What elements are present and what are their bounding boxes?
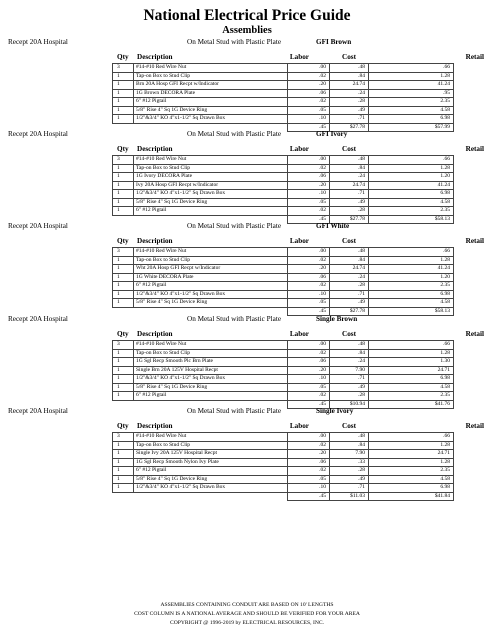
item-cost: .24: [330, 358, 369, 367]
item-cost: .48: [330, 156, 369, 165]
column-header-row: [0, 329, 494, 340]
table-row: [113, 115, 454, 124]
item-retail: 1.28: [369, 349, 454, 358]
item-description: 6" #12 Pigtail: [134, 282, 288, 291]
item-retail: 4.58: [369, 383, 454, 392]
table-row: [113, 282, 454, 291]
table-row: [113, 290, 454, 299]
item-labor: .02: [288, 256, 330, 265]
item-qty: 1: [113, 349, 134, 358]
section-header: [0, 128, 494, 142]
assembly-section: [0, 36, 494, 132]
section-mounting: On Metal Stud with Plastic Plate: [187, 38, 282, 46]
table-row: [113, 198, 454, 207]
item-cost: .71: [330, 375, 369, 384]
total-retail: $41.76: [369, 400, 454, 409]
item-retail: 1.28: [369, 441, 454, 450]
total-row: [113, 492, 454, 501]
item-retail: 41.24: [369, 265, 454, 274]
section-mounting: On Metal Stud with Plastic Plate: [187, 407, 282, 415]
item-description: #14-#10 Red Wire Nut: [134, 64, 288, 73]
section-variant: GFI Ivory: [316, 130, 348, 138]
item-qty: 1: [113, 81, 134, 90]
item-labor: .06: [288, 273, 330, 282]
table-row: [113, 341, 454, 350]
item-cost: .24: [330, 89, 369, 98]
item-retail: .66: [369, 156, 454, 165]
item-cost: .28: [330, 392, 369, 401]
item-labor: .05: [288, 475, 330, 484]
item-qty: 3: [113, 248, 134, 257]
item-retail: 6.98: [369, 375, 454, 384]
total-retail: $57.99: [369, 123, 454, 132]
table-row: [113, 383, 454, 392]
item-qty: 1: [113, 366, 134, 375]
assembly-section: [0, 313, 494, 409]
total-cost: $10.94: [330, 400, 369, 409]
item-description: 1G Brown DECORA Plate: [134, 89, 288, 98]
item-retail: 41.24: [369, 81, 454, 90]
item-labor: .05: [288, 198, 330, 207]
footer-line-3: COPYRIGHT @ 1996-2019 by ELECTRICAL RESOURCES, INC.: [169, 620, 324, 626]
item-labor: .00: [288, 156, 330, 165]
item-retail: 2.35: [369, 392, 454, 401]
item-description: #14-#10 Red Wire Nut: [134, 156, 288, 165]
item-description: 1/2"&3/4" KO 4"x1-1/2" Sq Drawn Box: [134, 290, 288, 299]
item-labor: .20: [288, 181, 330, 190]
item-qty: 1: [113, 181, 134, 190]
total-labor: .45: [288, 123, 330, 132]
item-retail: 2.35: [369, 282, 454, 291]
col-cost-header: Cost: [342, 237, 356, 245]
item-description: #14-#10 Red Wire Nut: [134, 433, 288, 442]
item-cost: .71: [330, 290, 369, 299]
item-labor: .10: [288, 484, 330, 493]
section-assembly-name: Recept 20A Hospital: [8, 315, 68, 323]
item-description: Tap-on Box to Stud Clip: [134, 349, 288, 358]
item-retail: 4.58: [369, 106, 454, 115]
item-labor: .20: [288, 81, 330, 90]
item-retail: 6.98: [369, 290, 454, 299]
item-cost: 7.90: [330, 450, 369, 459]
col-description-header: Description: [137, 145, 173, 153]
footer-line-2: COST COLUMN IS A NATIONAL AVERAGE AND SHOULD BE VERIFIED FOR YOUR AREA: [134, 611, 360, 617]
col-retail-header: Retail: [465, 422, 484, 430]
total-spacer: [113, 492, 134, 501]
section-mounting: On Metal Stud with Plastic Plate: [187, 130, 282, 138]
item-cost: .28: [330, 98, 369, 107]
table-row: [113, 181, 454, 190]
table-row: [113, 248, 454, 257]
column-header-row: [0, 421, 494, 432]
item-cost: .49: [330, 106, 369, 115]
col-cost-header: Cost: [342, 145, 356, 153]
total-retail: $58.13: [369, 307, 454, 316]
item-cost: .84: [330, 164, 369, 173]
item-labor: .20: [288, 450, 330, 459]
item-description: 1/2"&3/4" KO 4"x1-1/2" Sq Drawn Box: [134, 484, 288, 493]
total-retail: $58.13: [369, 215, 454, 224]
table-row: [113, 81, 454, 90]
col-description-header: Description: [137, 330, 173, 338]
assembly-section: [0, 405, 494, 501]
item-qty: 1: [113, 475, 134, 484]
item-description: 1/2"&3/4" KO 4"x1-1/2" Sq Drawn Box: [134, 375, 288, 384]
table-row: [113, 375, 454, 384]
col-description-header: Description: [137, 237, 173, 245]
table-row: [113, 358, 454, 367]
total-labor: .45: [288, 215, 330, 224]
item-cost: .84: [330, 72, 369, 81]
item-labor: .06: [288, 89, 330, 98]
section-header: [0, 405, 494, 419]
item-retail: .95: [369, 89, 454, 98]
item-description: Wht 20A Hosp GFI Recpt w/Indicator: [134, 265, 288, 274]
col-retail-header: Retail: [465, 330, 484, 338]
item-labor: .00: [288, 341, 330, 350]
table-row: [113, 450, 454, 459]
item-description: 1G Ivory DECORA Plate: [134, 173, 288, 182]
item-description: 6" #12 Pigtail: [134, 467, 288, 476]
col-labor-header: Labor: [289, 145, 309, 153]
item-cost: .48: [330, 64, 369, 73]
item-qty: 1: [113, 441, 134, 450]
item-qty: 1: [113, 383, 134, 392]
item-description: #14-#10 Red Wire Nut: [134, 341, 288, 350]
item-qty: 3: [113, 156, 134, 165]
total-cost: $27.78: [330, 307, 369, 316]
item-qty: 1: [113, 198, 134, 207]
item-cost: .48: [330, 433, 369, 442]
item-labor: .00: [288, 64, 330, 73]
table-row: [113, 173, 454, 182]
table-row: [113, 98, 454, 107]
section-variant: GFI White: [316, 222, 350, 230]
item-retail: 6.98: [369, 484, 454, 493]
item-labor: .10: [288, 290, 330, 299]
item-qty: 1: [113, 392, 134, 401]
item-cost: .71: [330, 484, 369, 493]
table-row: [113, 256, 454, 265]
item-cost: .48: [330, 341, 369, 350]
item-qty: 1: [113, 484, 134, 493]
item-qty: 1: [113, 173, 134, 182]
item-description: 5/8" Rise 4" Sq 1G Device Ring: [134, 198, 288, 207]
item-cost: 24.74: [330, 265, 369, 274]
item-labor: .10: [288, 375, 330, 384]
col-retail-header: Retail: [465, 145, 484, 153]
col-qty-header: Qty: [117, 237, 129, 245]
item-qty: 1: [113, 265, 134, 274]
section-assembly-name: Recept 20A Hospital: [8, 407, 68, 415]
table-row: [113, 484, 454, 493]
items-table: [112, 63, 454, 132]
item-description: Tap-on Box to Stud Clip: [134, 164, 288, 173]
item-description: Tap-on Box to Stud Clip: [134, 72, 288, 81]
item-cost: .84: [330, 441, 369, 450]
section-variant: Single Brown: [316, 315, 358, 323]
table-row: [113, 392, 454, 401]
page-title: National Electrical Price Guide: [143, 7, 351, 24]
table-row: [113, 72, 454, 81]
table-row: [113, 89, 454, 98]
section-header: [0, 220, 494, 234]
total-labor: .45: [288, 492, 330, 501]
item-description: 5/8" Rise 4" Sq 1G Device Ring: [134, 475, 288, 484]
item-qty: 1: [113, 190, 134, 199]
item-retail: 2.35: [369, 207, 454, 216]
item-labor: .00: [288, 433, 330, 442]
item-qty: 1: [113, 375, 134, 384]
items-table: [112, 247, 454, 316]
item-labor: .10: [288, 190, 330, 199]
page-subtitle: Assemblies: [222, 25, 272, 36]
item-qty: 1: [113, 256, 134, 265]
item-description: 5/8" Rise 4" Sq 1G Device Ring: [134, 299, 288, 308]
item-qty: 3: [113, 433, 134, 442]
items-table: [112, 155, 454, 224]
item-qty: 1: [113, 89, 134, 98]
col-description-header: Description: [137, 422, 173, 430]
item-labor: .02: [288, 282, 330, 291]
item-retail: 1.28: [369, 256, 454, 265]
item-labor: .20: [288, 265, 330, 274]
item-description: Single Brn 20A 125V Hospital Recpt: [134, 366, 288, 375]
item-description: Brn 20A Hosp GFI Recpt w/Indicator: [134, 81, 288, 90]
item-description: 6" #12 Pigtail: [134, 207, 288, 216]
section-mounting: On Metal Stud with Plastic Plate: [187, 315, 282, 323]
total-labor: .45: [288, 400, 330, 409]
item-description: Tap-on Box to Stud Clip: [134, 441, 288, 450]
item-retail: 6.98: [369, 115, 454, 124]
item-labor: .02: [288, 467, 330, 476]
table-row: [113, 349, 454, 358]
total-labor: .45: [288, 307, 330, 316]
item-qty: 1: [113, 467, 134, 476]
footer-line-1: ASSEMBLIES CONTAINING CONDUIT ARE BASED ON 10' LENGTHS: [160, 602, 334, 608]
item-cost: .33: [330, 458, 369, 467]
item-cost: .48: [330, 248, 369, 257]
item-description: #14-#10 Red Wire Nut: [134, 248, 288, 257]
item-cost: .24: [330, 273, 369, 282]
item-qty: 1: [113, 164, 134, 173]
col-retail-header: Retail: [465, 53, 484, 61]
column-header-row: [0, 52, 494, 63]
item-description: 6" #12 Pigtail: [134, 98, 288, 107]
item-labor: .05: [288, 106, 330, 115]
item-description: 1G Sgl Recp Smooth Plc Brn Plate: [134, 358, 288, 367]
col-qty-header: Qty: [117, 422, 129, 430]
item-cost: .49: [330, 475, 369, 484]
col-retail-header: Retail: [465, 237, 484, 245]
item-qty: 1: [113, 98, 134, 107]
item-retail: .66: [369, 64, 454, 73]
item-cost: .28: [330, 282, 369, 291]
item-retail: .66: [369, 433, 454, 442]
table-row: [113, 475, 454, 484]
item-retail: 1.30: [369, 358, 454, 367]
col-labor-header: Labor: [289, 330, 309, 338]
item-qty: 3: [113, 64, 134, 73]
item-retail: 4.58: [369, 299, 454, 308]
item-cost: 24.74: [330, 181, 369, 190]
item-retail: 1.28: [369, 458, 454, 467]
total-cost: $11.03: [330, 492, 369, 501]
item-retail: .66: [369, 248, 454, 257]
item-description: 1/2"&3/4" KO 4"x1-1/2" Sq Drawn Box: [134, 115, 288, 124]
item-retail: 6.98: [369, 190, 454, 199]
total-cost: $27.78: [330, 123, 369, 132]
item-labor: .06: [288, 173, 330, 182]
col-cost-header: Cost: [342, 53, 356, 61]
assembly-section: [0, 128, 494, 224]
item-cost: 7.90: [330, 366, 369, 375]
table-row: [113, 207, 454, 216]
section-header: [0, 313, 494, 327]
col-cost-header: Cost: [342, 422, 356, 430]
item-cost: .49: [330, 299, 369, 308]
col-cost-header: Cost: [342, 330, 356, 338]
column-header-row: [0, 236, 494, 247]
col-description-header: Description: [137, 53, 173, 61]
item-cost: .71: [330, 115, 369, 124]
item-cost: 24.74: [330, 81, 369, 90]
item-retail: 4.58: [369, 475, 454, 484]
item-cost: .71: [330, 190, 369, 199]
item-description: 1G White DECORA Plate: [134, 273, 288, 282]
item-cost: .84: [330, 256, 369, 265]
items-table: [112, 432, 454, 501]
item-qty: 1: [113, 273, 134, 282]
item-retail: 1.28: [369, 72, 454, 81]
item-labor: .02: [288, 72, 330, 81]
assembly-section: [0, 220, 494, 316]
item-retail: 1.28: [369, 164, 454, 173]
col-labor-header: Labor: [289, 237, 309, 245]
total-cost: $27.78: [330, 215, 369, 224]
item-qty: 1: [113, 282, 134, 291]
table-row: [113, 441, 454, 450]
section-mounting: On Metal Stud with Plastic Plate: [187, 222, 282, 230]
item-labor: .02: [288, 164, 330, 173]
item-description: Tap-on Box to Stud Clip: [134, 256, 288, 265]
item-description: Single Ivy 20A 125V Hospital Recpt: [134, 450, 288, 459]
item-labor: .02: [288, 207, 330, 216]
section-variant: Single Ivory: [316, 407, 354, 415]
item-retail: 2.35: [369, 98, 454, 107]
col-qty-header: Qty: [117, 330, 129, 338]
section-assembly-name: Recept 20A Hospital: [8, 222, 68, 230]
table-row: [113, 299, 454, 308]
table-row: [113, 467, 454, 476]
item-retail: 4.58: [369, 198, 454, 207]
item-qty: 3: [113, 341, 134, 350]
item-qty: 1: [113, 72, 134, 81]
column-header-row: [0, 144, 494, 155]
item-cost: .28: [330, 207, 369, 216]
item-description: 1/2"&3/4" KO 4"x1-1/2" Sq Drawn Box: [134, 190, 288, 199]
col-qty-header: Qty: [117, 53, 129, 61]
item-labor: .02: [288, 349, 330, 358]
item-qty: 1: [113, 115, 134, 124]
table-row: [113, 366, 454, 375]
item-qty: 1: [113, 358, 134, 367]
item-labor: .20: [288, 366, 330, 375]
table-row: [113, 433, 454, 442]
section-assembly-name: Recept 20A Hospital: [8, 38, 68, 46]
item-retail: 24.71: [369, 450, 454, 459]
item-labor: .05: [288, 383, 330, 392]
table-row: [113, 265, 454, 274]
section-variant: GFI Brown: [316, 38, 352, 46]
item-cost: .49: [330, 198, 369, 207]
table-row: [113, 156, 454, 165]
item-description: 5/8" Rise 4" Sq 1G Device Ring: [134, 383, 288, 392]
item-description: 1G Sgl Recp Smooth Nylon Ivy Plate: [134, 458, 288, 467]
table-row: [113, 458, 454, 467]
item-qty: 1: [113, 207, 134, 216]
col-labor-header: Labor: [289, 53, 309, 61]
item-labor: .10: [288, 115, 330, 124]
item-qty: 1: [113, 299, 134, 308]
section-assembly-name: Recept 20A Hospital: [8, 130, 68, 138]
item-retail: 24.71: [369, 366, 454, 375]
item-retail: 1.20: [369, 173, 454, 182]
item-labor: .05: [288, 299, 330, 308]
section-header: [0, 36, 494, 50]
item-qty: 1: [113, 458, 134, 467]
item-cost: .49: [330, 383, 369, 392]
item-cost: .84: [330, 349, 369, 358]
item-description: 6" #12 Pigtail: [134, 392, 288, 401]
item-cost: .28: [330, 467, 369, 476]
item-retail: 2.35: [369, 467, 454, 476]
item-labor: .06: [288, 358, 330, 367]
col-labor-header: Labor: [289, 422, 309, 430]
table-row: [113, 164, 454, 173]
col-qty-header: Qty: [117, 145, 129, 153]
item-cost: .24: [330, 173, 369, 182]
table-row: [113, 64, 454, 73]
item-qty: 1: [113, 450, 134, 459]
item-retail: 1.20: [369, 273, 454, 282]
total-retail: $41.84: [369, 492, 454, 501]
item-labor: .02: [288, 98, 330, 107]
item-description: 5/8" Rise 4" Sq 1G Device Ring: [134, 106, 288, 115]
total-spacer: [134, 492, 288, 501]
item-labor: .00: [288, 248, 330, 257]
item-labor: .06: [288, 458, 330, 467]
table-row: [113, 190, 454, 199]
item-labor: .02: [288, 392, 330, 401]
item-retail: 41.24: [369, 181, 454, 190]
item-qty: 1: [113, 106, 134, 115]
item-description: Ivy 20A Hosp GFI Recpt w/Indicator: [134, 181, 288, 190]
items-table: [112, 340, 454, 409]
table-row: [113, 273, 454, 282]
item-qty: 1: [113, 290, 134, 299]
item-labor: .02: [288, 441, 330, 450]
item-retail: .66: [369, 341, 454, 350]
table-row: [113, 106, 454, 115]
